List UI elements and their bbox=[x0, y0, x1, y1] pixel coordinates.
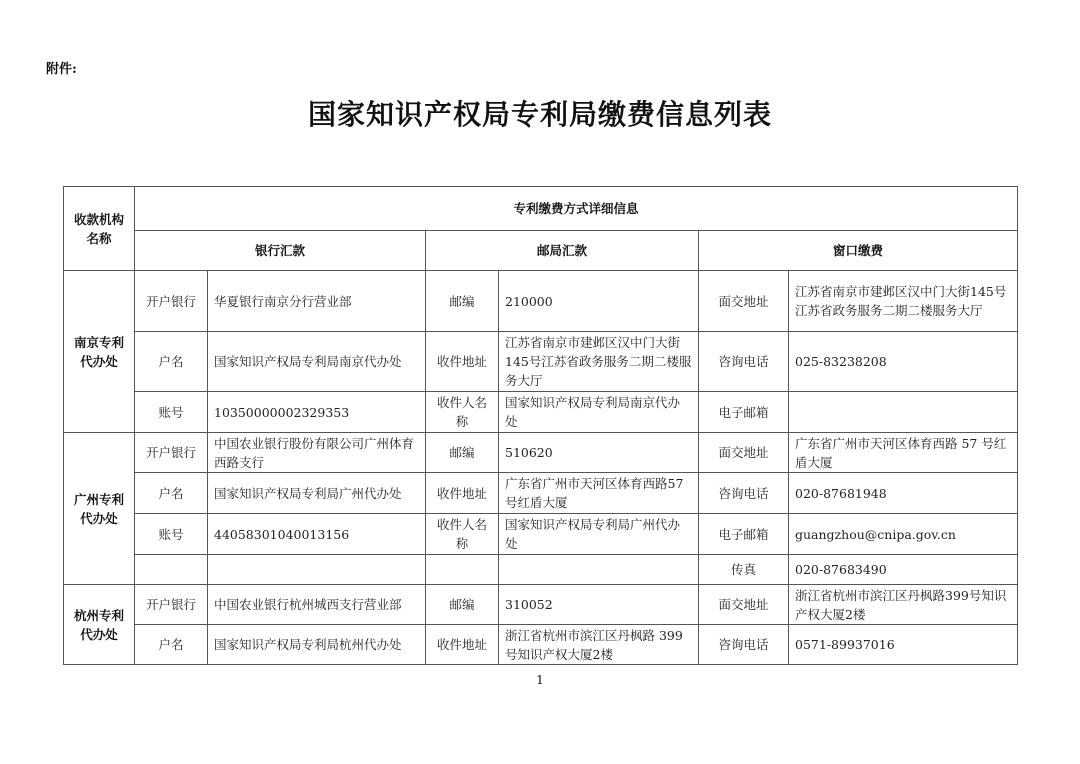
header-row-sub bbox=[64, 231, 1018, 271]
header-row-main bbox=[64, 187, 1018, 231]
window-value-cell: 广东省广州市天河区体育西路 57 号红盾大厦 bbox=[789, 433, 1018, 473]
post-value-cell: 国家知识产权局专利局广州代办处 bbox=[499, 514, 699, 555]
bank-label-cell: 户名 bbox=[135, 625, 208, 665]
bank-value-cell: 国家知识产权局专利局南京代办处 bbox=[208, 332, 426, 392]
bank-label-cell: 开户银行 bbox=[135, 585, 208, 625]
post-label-cell: 邮编 bbox=[426, 585, 499, 625]
org-name-cell: 杭州专利代办处 bbox=[64, 585, 135, 665]
window-label-cell: 咨询电话 bbox=[699, 332, 789, 392]
post-value-cell: 310052 bbox=[499, 585, 699, 625]
window-value-cell: 020-87681948 bbox=[789, 473, 1018, 514]
bank-value-cell: 44058301040013156 bbox=[208, 514, 426, 555]
post-value-cell: 210000 bbox=[499, 271, 699, 332]
bank-transfer-header: 银行汇款 bbox=[135, 231, 426, 271]
table-row bbox=[64, 392, 1018, 433]
counter-payment-header: 窗口缴费 bbox=[699, 231, 1018, 271]
window-label-cell: 电子邮箱 bbox=[699, 392, 789, 433]
bank-label-cell: 户名 bbox=[135, 332, 208, 392]
bank-value-cell: 国家知识产权局专利局杭州代办处 bbox=[208, 625, 426, 665]
org-column-header: 收款机构名称 bbox=[64, 187, 135, 271]
post-value-cell: 江苏省南京市建邺区汉中门大街145号江苏省政务服务二期二楼服务大厅 bbox=[499, 332, 699, 392]
window-value-cell: 浙江省杭州市滨江区丹枫路399号知识产权大厦2楼 bbox=[789, 585, 1018, 625]
bank-value-cell: 中国农业银行股份有限公司广州体育西路支行 bbox=[208, 433, 426, 473]
table-row bbox=[64, 514, 1018, 555]
page-number: 1 bbox=[536, 673, 544, 687]
table-body bbox=[64, 271, 1018, 665]
window-label-cell: 咨询电话 bbox=[699, 473, 789, 514]
bank-label-cell bbox=[135, 555, 208, 585]
table-row bbox=[64, 585, 1018, 625]
bank-value-cell: 10350000002329353 bbox=[208, 392, 426, 433]
post-label-cell: 收件地址 bbox=[426, 625, 499, 665]
window-label-cell: 面交地址 bbox=[699, 585, 789, 625]
table-row bbox=[64, 433, 1018, 473]
table-row bbox=[64, 473, 1018, 514]
bank-label-cell: 开户银行 bbox=[135, 271, 208, 332]
page-title: 国家知识产权局专利局缴费信息列表 bbox=[307, 98, 772, 131]
org-name-cell: 广州专利代办处 bbox=[64, 433, 135, 585]
window-label-cell: 面交地址 bbox=[699, 271, 789, 332]
table-row bbox=[64, 271, 1018, 332]
post-label-cell bbox=[426, 555, 499, 585]
attachment-label: 附件: bbox=[46, 62, 77, 77]
post-value-cell: 510620 bbox=[499, 433, 699, 473]
post-label-cell: 邮编 bbox=[426, 433, 499, 473]
table-row bbox=[64, 625, 1018, 665]
bank-value-cell: 国家知识产权局专利局广州代办处 bbox=[208, 473, 426, 514]
org-name-cell: 南京专利代办处 bbox=[64, 271, 135, 433]
post-label-cell: 收件地址 bbox=[426, 473, 499, 514]
window-value-cell: guangzhou@cnipa.gov.cn bbox=[789, 514, 1018, 555]
payment-info-table bbox=[63, 186, 1018, 665]
window-value-cell: 025-83238208 bbox=[789, 332, 1018, 392]
window-label-cell: 咨询电话 bbox=[699, 625, 789, 665]
window-label-cell: 面交地址 bbox=[699, 433, 789, 473]
window-value-cell: 0571-89937016 bbox=[789, 625, 1018, 665]
window-label-cell: 传真 bbox=[699, 555, 789, 585]
bank-label-cell: 开户银行 bbox=[135, 433, 208, 473]
payment-details-header: 专利缴费方式详细信息 bbox=[135, 187, 1018, 231]
bank-label-cell: 户名 bbox=[135, 473, 208, 514]
post-label-cell: 收件人名称 bbox=[426, 514, 499, 555]
window-label-cell: 电子邮箱 bbox=[699, 514, 789, 555]
postal-remittance-header: 邮局汇款 bbox=[426, 231, 699, 271]
bank-label-cell: 账号 bbox=[135, 514, 208, 555]
bank-label-cell: 账号 bbox=[135, 392, 208, 433]
window-value-cell bbox=[789, 392, 1018, 433]
post-label-cell: 收件人名称 bbox=[426, 392, 499, 433]
table-row bbox=[64, 555, 1018, 585]
post-value-cell: 广东省广州市天河区体育西路57 号红盾大厦 bbox=[499, 473, 699, 514]
window-value-cell: 020-87683490 bbox=[789, 555, 1018, 585]
bank-value-cell bbox=[208, 555, 426, 585]
post-label-cell: 邮编 bbox=[426, 271, 499, 332]
post-value-cell bbox=[499, 555, 699, 585]
post-value-cell: 国家知识产权局专利局南京代办处 bbox=[499, 392, 699, 433]
window-value-cell: 江苏省南京市建邺区汉中门大街145号江苏省政务服务二期二楼服务大厅 bbox=[789, 271, 1018, 332]
post-label-cell: 收件地址 bbox=[426, 332, 499, 392]
post-value-cell: 浙江省杭州市滨江区丹枫路 399号知识产权大厦2楼 bbox=[499, 625, 699, 665]
bank-value-cell: 中国农业银行杭州城西支行营业部 bbox=[208, 585, 426, 625]
bank-value-cell: 华夏银行南京分行营业部 bbox=[208, 271, 426, 332]
table-row bbox=[64, 332, 1018, 392]
